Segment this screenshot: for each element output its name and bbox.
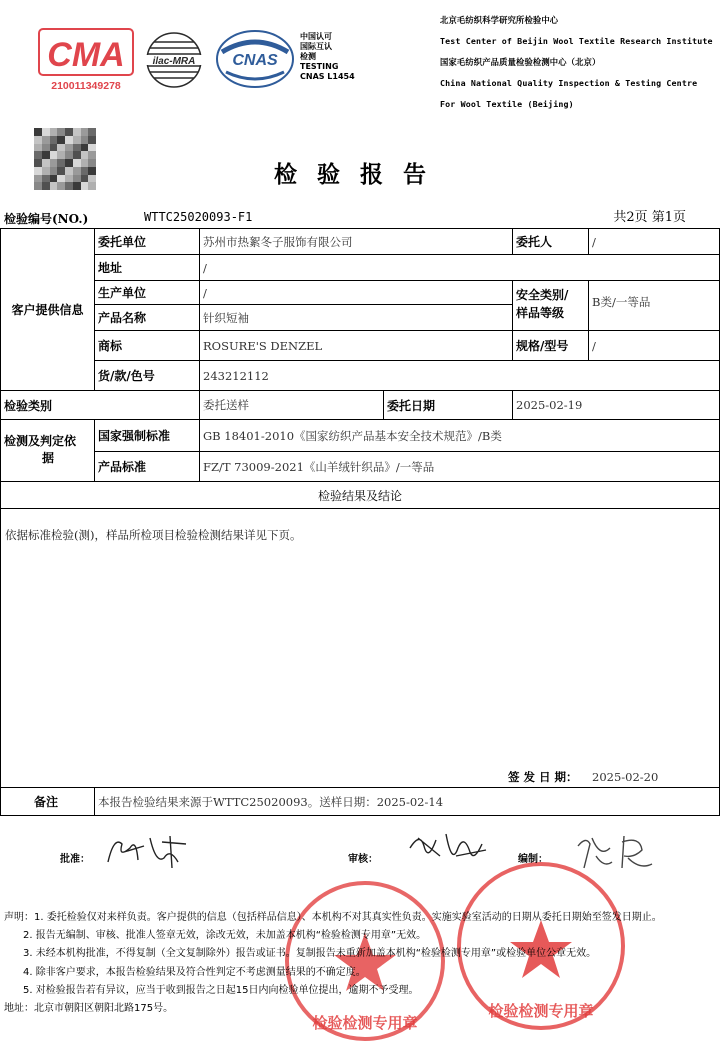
results-heading: 检验结果及结论	[317, 488, 402, 503]
report-number: WTTC25020093-F1	[144, 210, 253, 224]
review-signature	[400, 826, 500, 876]
review-label: 审核：	[348, 854, 378, 865]
disclaimer-notes	[4, 909, 662, 1018]
qr-cell	[65, 136, 73, 144]
entruster-value: /	[592, 234, 596, 249]
entruster-label: 委托人	[516, 235, 553, 249]
qr-cell	[73, 128, 81, 136]
item-number-value: 243212112	[203, 368, 269, 383]
note-line: 4. 除非客户要求，本报告检验结果及符合性判定不考虑测量结果的不确定度。	[23, 966, 366, 978]
spec-label: 规格/型号	[516, 339, 569, 353]
organization-info	[440, 10, 713, 115]
qr-cell	[34, 136, 42, 144]
compile-label: 编制：	[518, 854, 548, 865]
item-number-label: 货/款/色号	[98, 369, 155, 383]
safety-label: 安全类别/	[516, 287, 569, 302]
qr-cell	[65, 128, 73, 136]
basis-label-cont: 据	[42, 450, 55, 465]
brand-label: 商标	[98, 339, 123, 353]
entrust-date-value: 2025-02-19	[516, 398, 583, 412]
remarks-label: 备注	[34, 795, 59, 809]
report-title: 检验报告	[274, 161, 446, 188]
page-count: 共2页 第1页	[613, 210, 686, 225]
cma-number: 210011349278	[51, 80, 121, 92]
qr-cell	[42, 128, 50, 136]
basis-label: 检测及判定依	[4, 433, 77, 448]
note-line: 5. 对检验报告若有异议，应当于收到报告之日起15日内向检验单位提出，逾期不予受理。	[23, 984, 419, 996]
safety-grade-value: B类/一等品	[592, 295, 651, 309]
client-value: 苏州市热絮冬子服饰有限公司	[203, 234, 353, 249]
qr-cell	[81, 144, 89, 152]
qr-cell	[42, 136, 50, 144]
product-name-label: 产品名称	[98, 311, 147, 325]
org-line: 国家毛纺织产品质量检验检测中心（北京）	[440, 57, 601, 67]
qr-cell	[50, 128, 58, 136]
brand-value: ROSURE'S DENZEL	[203, 338, 323, 353]
inspection-type-label: 检验类别	[4, 398, 53, 413]
results-text: 依据标准检验(测)，样品所检项目检验检测结果详见下页。	[5, 528, 302, 542]
seal-right-text: 检验检测专用章	[488, 1002, 594, 1020]
qr-cell	[81, 136, 89, 144]
approve-label: 批准：	[60, 854, 90, 865]
client-label: 委托单位	[98, 235, 147, 249]
address-label: 地址	[98, 261, 123, 275]
qr-cell	[88, 128, 96, 136]
issue-date-label: 签 发 日 期：	[508, 770, 578, 784]
national-std-label: 国家强制标准	[98, 429, 171, 443]
cnas-logo	[214, 28, 296, 90]
qr-cell	[57, 128, 65, 136]
cnas-accreditation-text: 中国认可 国际互认 检测 TESTING CNAS L1454	[300, 32, 355, 81]
producer-label: 生产单位	[98, 286, 147, 300]
org-line: Test Center of Beijin Wool Textile Research Institute	[440, 36, 713, 46]
org-line: China National Quality Inspection & Testing Centre	[440, 78, 698, 88]
cma-logo	[38, 28, 134, 92]
product-std-label: 产品标准	[98, 460, 147, 474]
inspection-type-value: 委托送样	[203, 398, 249, 412]
qr-cell	[81, 128, 89, 136]
cnas-logo-text: CNAS	[232, 52, 278, 69]
seal-left-text: 检验检测专用章	[312, 1014, 418, 1032]
product-name-value: 针织短袖	[203, 310, 249, 325]
approve-signature	[100, 828, 210, 876]
national-std-value: GB 18401-2010《国家纺织产品基本安全技术规范》/B类	[203, 428, 502, 443]
org-line: For Wool Textile (Beijing)	[440, 99, 574, 109]
qr-cell	[50, 144, 58, 152]
grade-label: 样品等级	[516, 305, 565, 320]
org-line: 北京毛纺织科学研究所检验中心	[440, 15, 559, 25]
svg-text:CMA: CMA	[47, 36, 125, 74]
qr-cell	[73, 144, 81, 152]
qr-cell	[65, 144, 73, 152]
ilac-mra-logo	[140, 28, 208, 92]
client-info-label: 客户提供信息	[11, 303, 84, 317]
remarks-value: 本报告检验结果来源于WTTC25020093。送样日期：2025-02-14	[98, 794, 444, 809]
note-line: 2. 报告无编制、审核、批准人签章无效，涂改无效，未加盖本机构“检验检测专用章”无效。	[23, 930, 427, 942]
issue-date-value: 2025-02-20	[592, 770, 659, 784]
note-line: 声明：1. 委托检验仅对来样负责。客户提供的信息（包括样品信息）、本机构不对其真实性负责。实施实验室活动的日期从委托日期始至签发日期止。	[4, 912, 662, 923]
qr-cell	[88, 144, 96, 152]
qr-cell	[73, 136, 81, 144]
note-line: 3. 未经本机构批准，不得复制（全文复制除外）报告或证书。复制报告未重新加盖本机构“检验检测专用章”或检验单位公章无效。	[23, 948, 597, 960]
compile-signature	[570, 828, 670, 878]
spec-value: /	[592, 338, 596, 353]
producer-value: /	[203, 285, 207, 300]
qr-cell	[88, 136, 96, 144]
qr-cell	[34, 128, 42, 136]
qr-cell	[42, 144, 50, 152]
report-number-label: 检验编号(NO.)	[4, 212, 89, 226]
address-value: /	[203, 260, 207, 275]
qr-cell	[34, 144, 42, 152]
ilac-text: ilac-MRA	[152, 56, 196, 67]
qr-cell	[57, 136, 65, 144]
address-line: 地址：北京市朝阳区朝阳北路175号。	[4, 1003, 174, 1015]
qr-cell	[50, 136, 58, 144]
product-std-value: FZ/T 73009-2021《山羊绒针织品》/一等品	[203, 459, 435, 474]
entrust-date-label: 委托日期	[387, 398, 436, 413]
qr-cell	[57, 144, 65, 152]
